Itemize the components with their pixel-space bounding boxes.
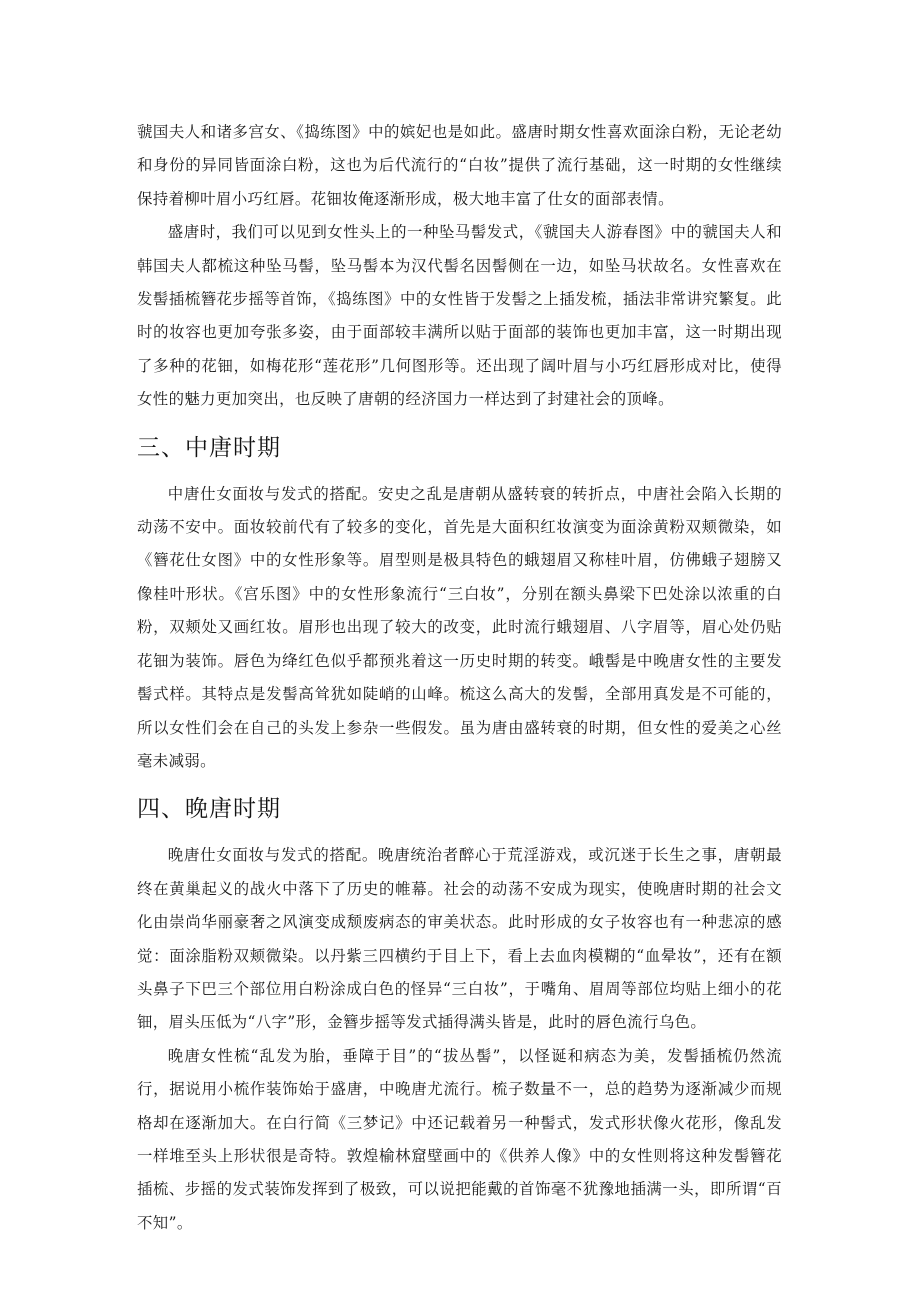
document-body [137,116,782,1240]
paragraph-late-tang-hairstyle: 晚唐女性梳“乱发为胎，垂障于目”的“拔丛髻”，以怪诞和病态为美，发髻插梳仍然流行，据说用小梳作装饰始于盛唐，中晚唐尤流行。梳子数量不一，总的趋势为逐渐减少而规格却在逐渐加大。在白行简《三梦记》中还记载着另一种髻式，发式形状像火花形，像乱发一样堆至头上形状很是奇特。敦煌榆林窟壁画中的《供养人像》中的女性则将这种发髻簪花插梳、步摇的发式装饰发挥到了极致，可以说把能戴的首饰毫不犹豫地插满一头，即所谓“百不知”。 [137,1046,782,1232]
paragraph-late-tang-makeup: 晚唐仕女面妆与发式的搭配。晚唐统治者醉心于荒淫游戏，或沉迷于长生之事，唐朝最终在黄巢起义的战火中落下了历史的帷幕。社会的动荡不安成为现实，使晚唐时期的社会文化由崇尚华丽豪奢之风演变成颓废病态的审美状态。此时形成的女子妆容也有一种悲凉的感觉：面涂脂粉双颊微染。以丹紫三四横约于目上下，看上去血肉模糊的“血晕妆”，还有在额头鼻子下巴三个部位用白粉涂成白色的怪异“三白妆”，于嘴角、眉周等部位均贴上细小的花钿，眉头压低为“八字”形，金簪步摇等发式插得满头皆是，此时的唇色流行乌色。 [137,846,782,1032]
section-heading-late-tang: 四、晚唐时期 [137,796,281,823]
paragraph-continuation: 虢国夫人和诸多宫女、《捣练图》中的嫔妃也是如此。盛唐时期女性喜欢面涂白粉，无论老幼和身份的异同皆面涂白粉，这也为后代流行的“白妆”提供了流行基础，这一时期的女性继续保持着柳叶眉小巧红唇。花钿妆俺逐渐形成，极大地丰富了仕女的面部表情。 [137,123,782,208]
section-heading-mid-tang: 三、中唐时期 [137,434,281,461]
paragraph-high-tang-hairstyle: 盛唐时，我们可以见到女性头上的一种坠马髻发式，《虢国夫人游春图》中的虢国夫人和韩国夫人都梳这种坠马髻，坠马髻本为汉代髻名因髻侧在一边，如坠马状故名。女性喜欢在发髻插梳簪花步摇等首饰，《捣练图》中的女性皆于发髻之上插发梳，插法非常讲究繁复。此时的妆容也更加夸张多姿，由于面部较丰满所以贴于面部的装饰也更加丰富，这一时期出现了多种的花钿，如梅花形“莲花形”几何图形等。还出现了阔叶眉与小巧红唇形成对比，使得女性的魅力更加突出，也反映了唐朝的经济国力一样达到了封建社会的顶峰。 [137,223,782,409]
paragraph-mid-tang: 中唐仕女面妆与发式的搭配。安史之乱是唐朝从盛转衰的转折点，中唐社会陷入长期的动荡不安中。面妆较前代有了较多的变化，首先是大面积红妆演变为面涂黄粉双颊微染，如《簪花仕女图》中的女性形象等。眉型则是极具特色的蛾翅眉又称桂叶眉，仿佛蛾子翅膀又像桂叶形状。《宫乐图》中的女性形象流行“三白妆”，分别在额头鼻梁下巴处涂以浓重的白粉，双颊处又画红妆。眉形也出现了较大的改变，此时流行蛾翅眉、八字眉等，眉心处仍贴花钿为装饰。唇色为绛红色似乎都预兆着这一历史时期的转变。峨髻是中晚唐女性的主要发髻式样。其特点是发髻高耸犹如陡峭的山峰。梳这么高大的发髻，全部用真发是不可能的，所以女性们会在自己的头发上参杂一些假发。虽为唐由盛转衰的时期，但女性的爱美之心丝毫未减弱。 [137,484,782,770]
